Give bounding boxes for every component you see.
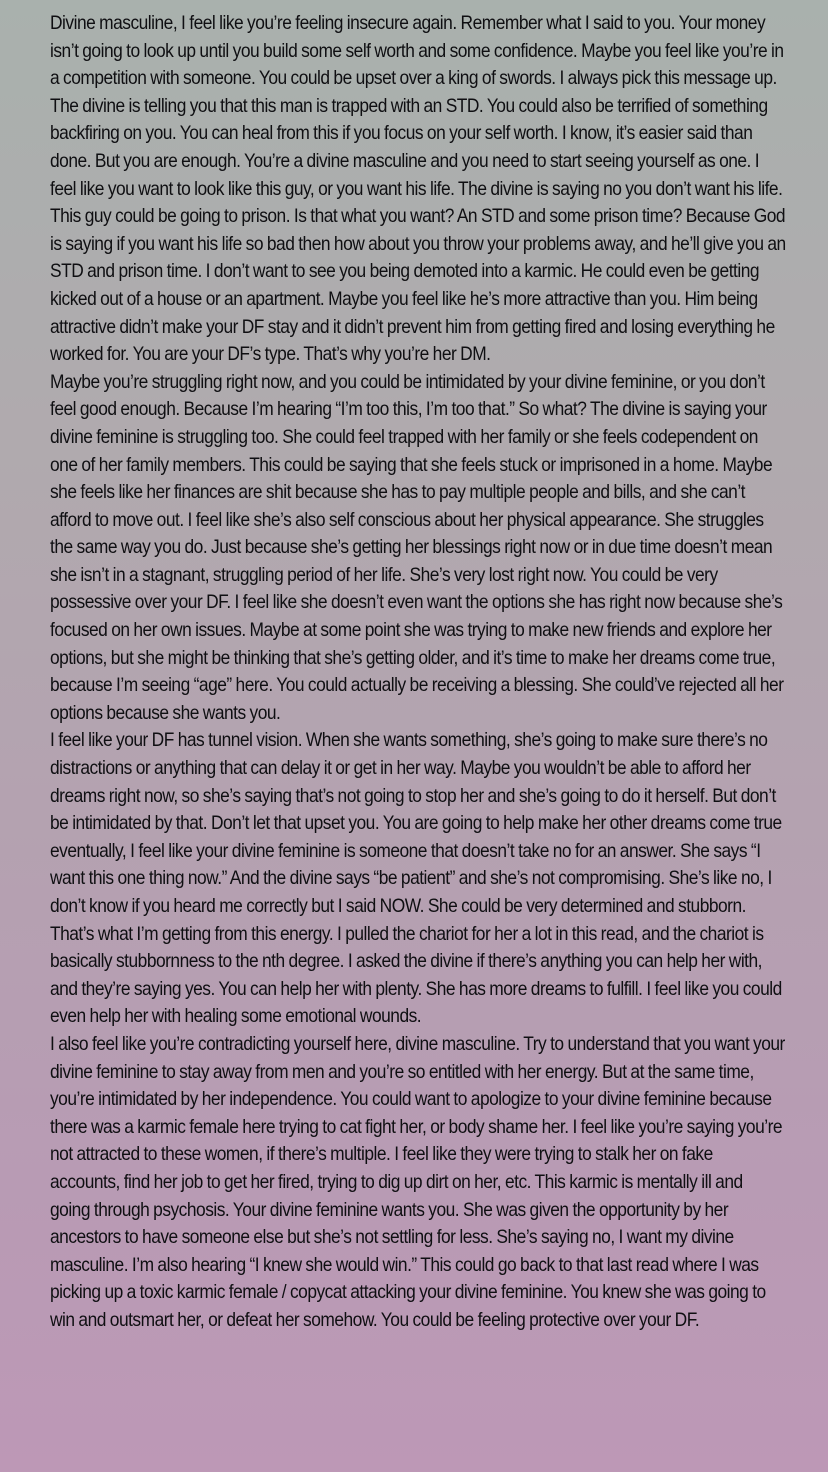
paragraph-1: Divine masculine, I feel like you’re feeling insecure again. Remember what I said to you. Your money isn’t going to look up until you build some self worth and some confidence. Maybe you feel like you’re in a competition with someone. You could be upset over a king of swords. I always pick this message up. The divine is telling you that this man is trapped with an STD. You could also be terrified of something backfiring on you. You can heal from this if you focus on your self worth. I know, it’s easier said than done. But you are enough. You’re a divine masculine and you need to start seeing yourself as one. I feel like you want to look like this guy, or you want his life. The divine is saying no you don’t want his life. This guy could be going to prison. Is that what you want? An STD and some prison time? Because God is saying if you want his life so bad then how about you throw your problems away, and he’ll give you an STD and prison time. I don’t want to see you being demoted into a karmic. He could even be getting kicked out of a house or an apartment. Maybe you feel like he’s more attractive than you. Him being attractive didn’t make your DF stay and it didn’t prevent him from getting fired and losing everything he worked for. You are your DF’s type. That’s why you’re her DM. xyxy=(50,13,786,366)
paragraph-4: I also feel like you’re contradicting yourself here, divine masculine. Try to understand that you want your divine feminine to stay away from men and you’re so entitled with her energy. But at the same time, you’re intimidated by her independence. You could want to apologize to your divine feminine because there was a karmic female here trying to cat fight her, or body shame her. I feel like you’re saying you’re not attracted to these women, if there’s multiple. I feel like they were trying to stalk her on fake accounts, find her job to get her fired, trying to dig up dirt on her, etc. This karmic is mentally ill and going through psychosis. Your divine feminine wants you. She was given the opportunity by her ancestors to have someone else but she’s not settling for less. She’s saying no, I want my divine masculine. I’m also hearing “I knew she would win.” This could go back to that last read where I was picking up a toxic karmic female / copycat attacking your divine feminine. You knew she was going to win and outsmart her, or defeat her somehow. You could be feeling protective over your DF. xyxy=(50,1033,785,1331)
paragraph-2: Maybe you’re struggling right now, and you could be intimidated by your divine feminine, or you don’t feel good enough. Because I’m hearing “I’m too this, I’m too that.” So what? The divine is saying your divine feminine is struggling too. She could feel trapped with her family or she feels codependent on one of her family members. This could be saying that she feels stuck or imprisoned in a home. Maybe she feels like her finances are shit because she has to pay multiple people and bills, and she can’t afford to move out. I feel like she’s also self conscious about her physical appearance. She struggles the same way you do. Just because she’s getting her blessings right now or in due time doesn’t mean she isn’t in a stagnant, struggling period of her life. She’s very lost right now. You could be very possessive over your DF. I feel like she doesn’t even want the options she has right now because she’s focused on her own issues. Maybe at some point she was trying to make new friends and explore her options, but she might be thinking that she’s getting older, and it’s time to make her dreams come true, because I’m seeing “age” here. You could actually be receiving a blessing. She could’ve rejected all her options because she wants you. xyxy=(50,371,784,724)
paragraph-3: I feel like your DF has tunnel vision. When she wants something, she’s going to make sure there’s no distractions or anything that can delay it or get in her way. Maybe you wouldn’t be able to afford her dreams right now, so she’s saying that’s not going to stop her and she’s going to do it herself. But don’t be intimidated by that. Don’t let that upset you. You are going to help make her other dreams come true eventually, I feel like your divine feminine is someone that doesn’t take no for an answer. She says “I want this one thing now.” And the divine says “be patient” and she’s not compromising. She’s like no, I don’t know if you heard me correctly but I said NOW. She could be very determined and stubborn. That’s what I’m getting from this energy. I pulled the chariot for her a lot in this read, and the chariot is basically stubbornness to the nth degree. I asked the divine if there’s anything you can help her with, and they’re saying yes. You can help her with plenty. She has more dreams to fulfill. I feel like you could even help her with healing some emotional wounds. xyxy=(50,730,782,1028)
